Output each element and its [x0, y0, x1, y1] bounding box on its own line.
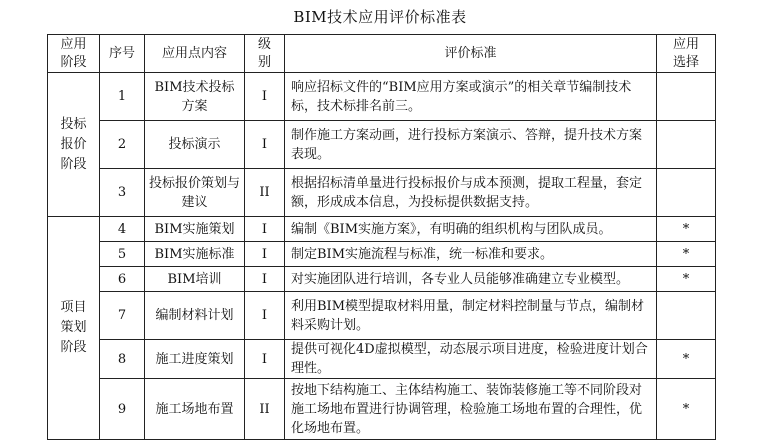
row-no: 9 — [100, 379, 145, 440]
row-select — [657, 169, 716, 217]
row-select: * — [657, 242, 716, 267]
row-level: I — [245, 242, 285, 267]
row-level: I — [245, 340, 285, 379]
evaluation-table — [47, 34, 716, 440]
row-point: 施工进度策划 — [145, 340, 245, 379]
row-no: 1 — [100, 73, 145, 121]
header-no: 序号 — [100, 35, 145, 73]
table-row — [48, 267, 716, 292]
table-row — [48, 121, 716, 169]
row-level: I — [245, 121, 285, 169]
row-no: 3 — [100, 169, 145, 217]
row-select: * — [657, 267, 716, 292]
table-row — [48, 292, 716, 340]
row-level: I — [245, 267, 285, 292]
header-stage: 应用阶段 — [48, 35, 100, 73]
row-point: BIM实施标准 — [145, 242, 245, 267]
row-point: 施工场地布置 — [145, 379, 245, 440]
row-criteria: 提供可视化4D虚拟模型，动态展示项目进度，检验进度计划合理性。 — [285, 340, 657, 379]
row-no: 4 — [100, 217, 145, 242]
row-level: I — [245, 292, 285, 340]
row-criteria: 按地下结构施工、主体结构施工、装饰装修施工等不同阶段对施工场地布置进行协调管理，检验施工场地布置的合理性，优化场地布置。 — [285, 379, 657, 440]
row-level: I — [245, 217, 285, 242]
row-no: 8 — [100, 340, 145, 379]
row-criteria: 利用BIM模型提取材料用量，制定材料控制量与节点，编制材料采购计划。 — [285, 292, 657, 340]
row-point: BIM实施策划 — [145, 217, 245, 242]
header-select: 应用选择 — [657, 35, 716, 73]
table-row — [48, 73, 716, 121]
row-no: 7 — [100, 292, 145, 340]
stage-cell-bidding: 投标报价阶段 — [48, 73, 100, 217]
row-select — [657, 292, 716, 340]
table-header-row — [48, 35, 716, 73]
row-point: 投标报价策划与建议 — [145, 169, 245, 217]
header-criteria: 评价标准 — [285, 35, 657, 73]
row-select — [657, 121, 716, 169]
table-row — [48, 379, 716, 440]
stage-cell-planning: 项目策划阶段 — [48, 217, 100, 440]
table-row — [48, 340, 716, 379]
row-criteria: 根据招标清单量进行投标报价与成本预测，提取工程量，套定额，形成成本信息，为投标提供数据支持。 — [285, 169, 657, 217]
row-criteria: 响应招标文件的“BIM应用方案或演示”的相关章节编制技术标，技术标排名前三。 — [285, 73, 657, 121]
table-row — [48, 169, 716, 217]
row-criteria: 对实施团队进行培训，各专业人员能够准确建立专业模型。 — [285, 267, 657, 292]
row-no: 6 — [100, 267, 145, 292]
row-point: 投标演示 — [145, 121, 245, 169]
row-criteria: 制定BIM实施流程与标准，统一标准和要求。 — [285, 242, 657, 267]
header-point: 应用点内容 — [145, 35, 245, 73]
row-point: 编制材料计划 — [145, 292, 245, 340]
row-point: BIM培训 — [145, 267, 245, 292]
header-level: 级别 — [245, 35, 285, 73]
row-level: II — [245, 169, 285, 217]
row-select: * — [657, 217, 716, 242]
table-row — [48, 217, 716, 242]
row-select — [657, 73, 716, 121]
row-point: BIM技术投标方案 — [145, 73, 245, 121]
page-title: BIM技术应用评价标准表 — [293, 8, 467, 26]
row-criteria: 制作施工方案动画，进行投标方案演示、答辩，提升技术方案表现。 — [285, 121, 657, 169]
table-row — [48, 242, 716, 267]
row-select: * — [657, 340, 716, 379]
row-no: 5 — [100, 242, 145, 267]
row-criteria: 编制《BIM实施方案》，有明确的组织机构与团队成员。 — [285, 217, 657, 242]
row-level: II — [245, 379, 285, 440]
row-level: I — [245, 73, 285, 121]
row-no: 2 — [100, 121, 145, 169]
row-select: * — [657, 379, 716, 440]
